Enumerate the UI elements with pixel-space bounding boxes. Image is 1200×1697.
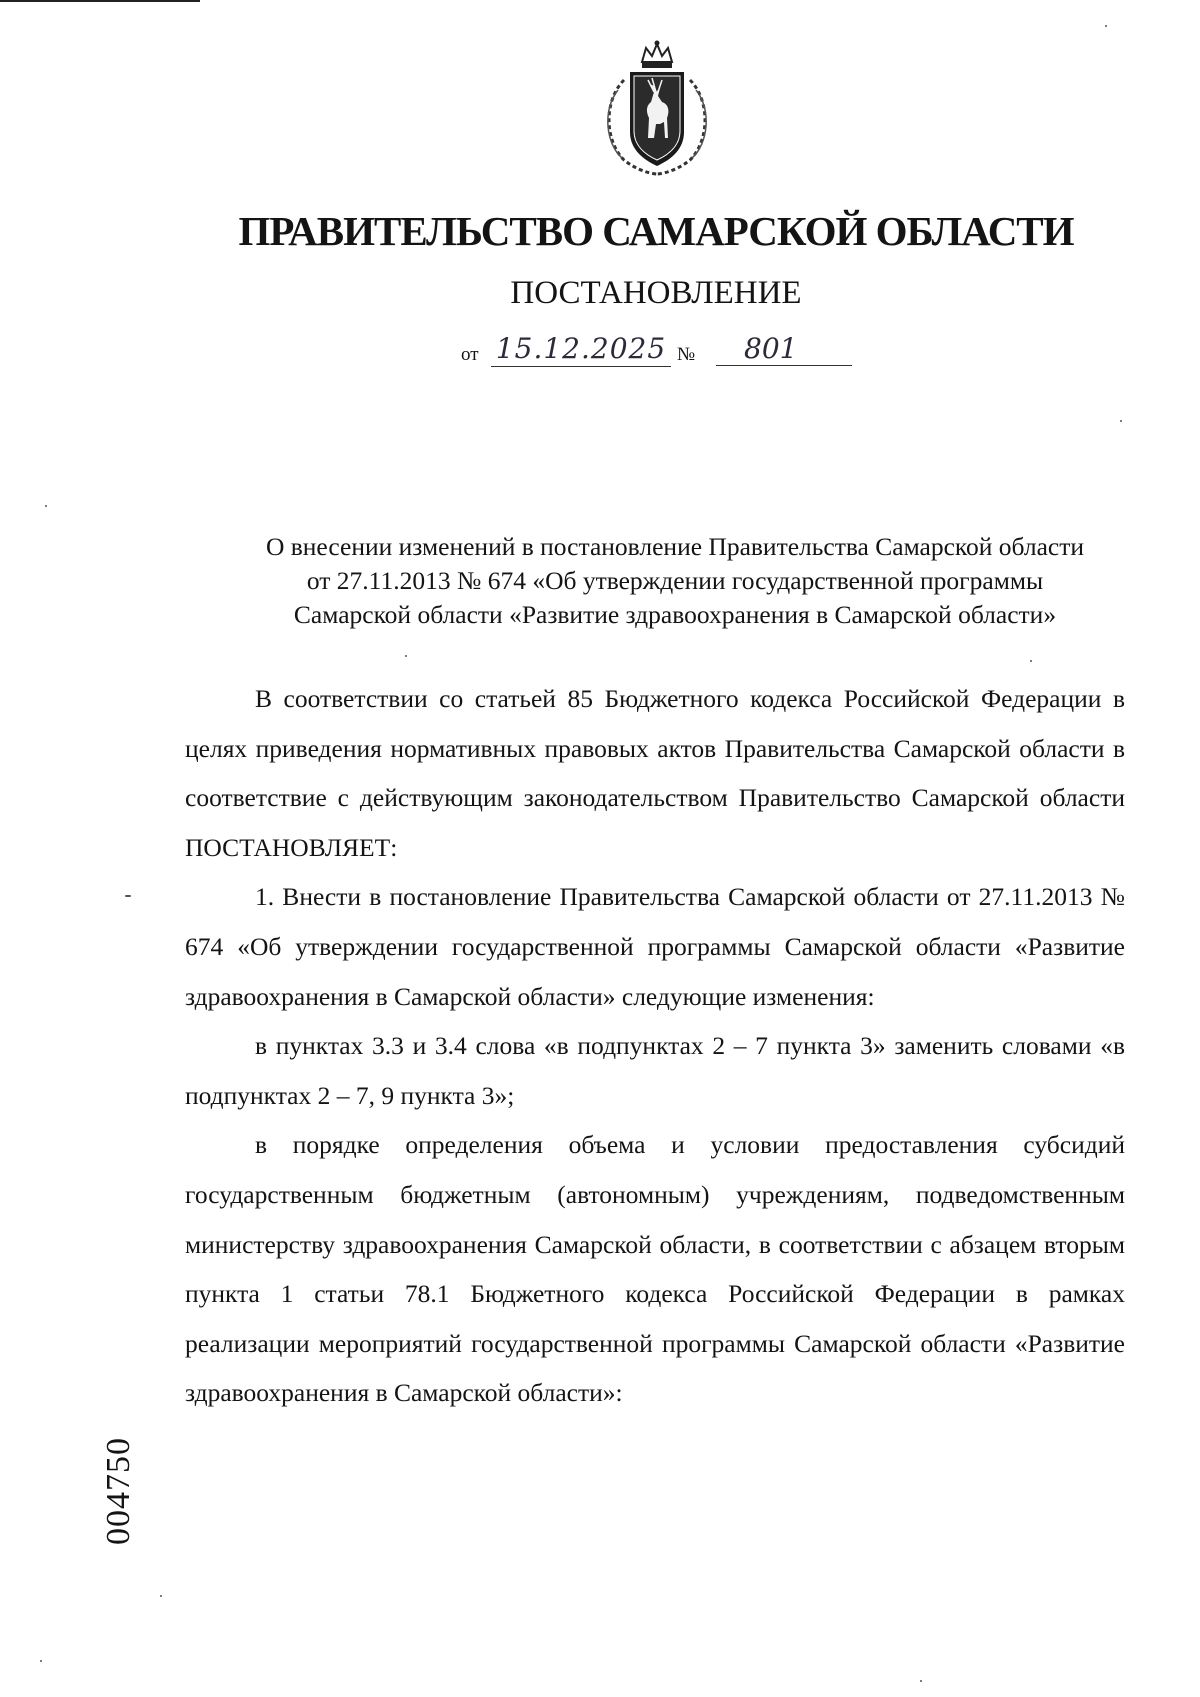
document-body <box>185 674 1125 1418</box>
scan-speck <box>160 1595 162 1597</box>
registration-number: 004750 <box>100 1437 137 1545</box>
scan-speck <box>920 1680 922 1682</box>
subject-line: от 27.11.2013 № 674 «Об утверждении государственной программы <box>306 566 1044 595</box>
handwritten-number: 801 <box>716 332 852 366</box>
subject-line: О внесении изменений в постановление Правительства Самарской области <box>265 532 1085 561</box>
scan-speck <box>405 655 407 657</box>
scan-speck <box>1120 420 1122 422</box>
number-prefix: № <box>677 344 696 365</box>
document-subject <box>150 530 1200 632</box>
date-number-line <box>461 332 861 372</box>
subject-line: Самарской области «Развитие здравоохранения в Самарской области» <box>293 600 1057 629</box>
preamble-paragraph: В соответствии со статьей 85 Бюджетного кодекса Российской Федерации в целях приведения нормативных правовых актов Правительства Самарской области в соответствие с действующим законодательством Правительство Самарской области ПОСТАНОВЛЯЕТ: <box>185 684 1125 862</box>
handwritten-date: 15.12.2025 <box>491 332 671 367</box>
organization-title: ПРАВИТЕЛЬСТВО САМАРСКОЙ ОБЛАСТИ <box>238 208 1074 254</box>
scan-speck <box>45 505 47 507</box>
change-1-paragraph: в пунктах 3.3 и 3.4 слова «в подпунктах 2 – 7 пункта 3» заменить словами «в подпунктах 2 – 7, 9 пункта 3»; <box>185 1031 1125 1110</box>
top-edge-line <box>0 0 200 2</box>
scan-speck <box>1030 660 1032 662</box>
change-2-paragraph: в порядке определения объема и условии предоставления субсидий государственным бюджетным (автономным) учреждениям, подведомственным министерству здравоохранения Самарской области, в соответствии с абзацем вторым пункта 1 статьи 78.1 Бюджетного кодекса Российской Федерации в рамках реализации мероприятий государственной программы Самарской области «Развитие здравоохранения в Самарской области»: <box>185 1130 1125 1408</box>
scan-speck <box>40 1660 42 1662</box>
coat-of-arms-icon <box>594 40 720 180</box>
item-1-paragraph: 1. Внести в постановление Правительства Самарской области от 27.11.2013 № 674 «Об утверждении государственной программы Самарской области «Развитие здравоохранения в Самарской области» следующие изменения: <box>185 882 1125 1011</box>
scan-speck <box>125 895 131 897</box>
document-type: ПОСТАНОВЛЕНИЕ <box>510 275 802 311</box>
scan-speck <box>1105 25 1107 27</box>
date-prefix: от <box>461 344 479 365</box>
